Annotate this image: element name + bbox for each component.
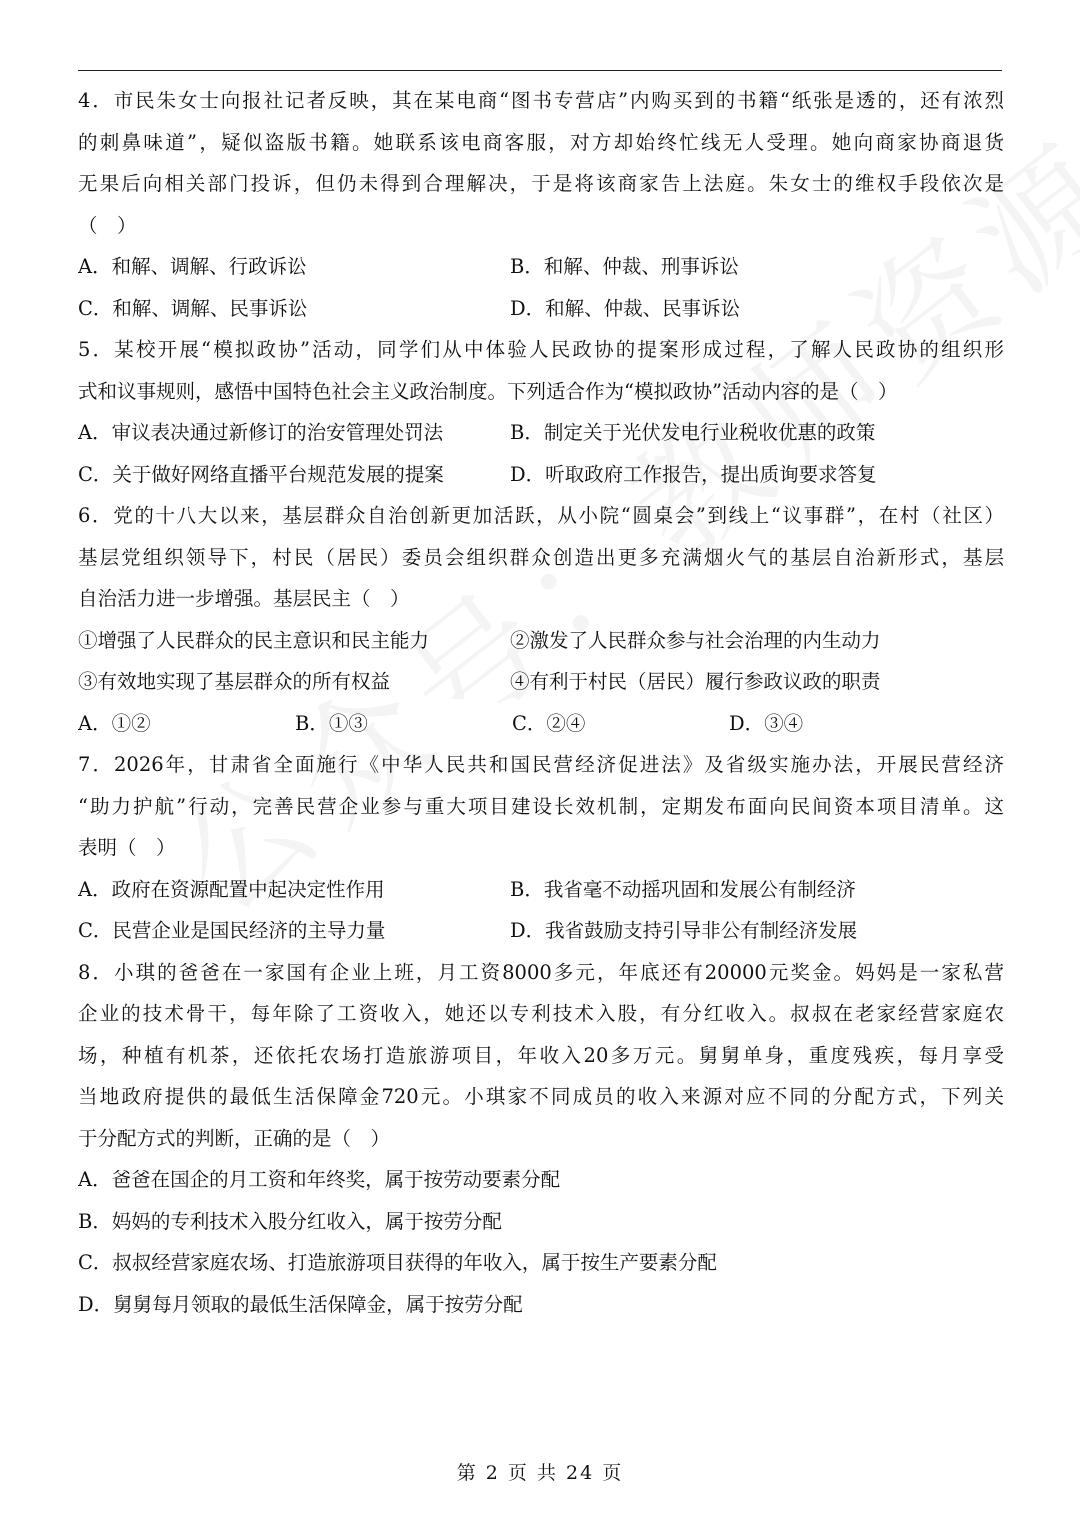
option-b[interactable]: B．妈妈的专利技术入股分红收入，属于按劳分配 xyxy=(78,1209,502,1233)
question-stem-line: 6．党的十八大以来，基层群众自治创新更加活跃，从小院“圆桌会”到线上“议事群”，在村（社区） xyxy=(78,504,1004,527)
option-d[interactable]: D．我省鼓励支持引导非公有制经济发展 xyxy=(510,919,858,942)
option-row xyxy=(78,869,1004,911)
option-row xyxy=(78,910,1004,952)
option-row xyxy=(78,412,1004,454)
option-c[interactable]: C．②④ xyxy=(512,711,586,735)
statement-4: ④有利于村民（居民）履行参政议政的职责 xyxy=(510,670,881,693)
option-c[interactable]: C．关于做好网络直播平台规范发展的提案 xyxy=(78,462,444,486)
question-stem-line: 当地政府提供的最低生活保障金720元。小琪家不同成员的收入来源对应不同的分配方式，下列关 xyxy=(78,1085,1004,1108)
option-row xyxy=(78,454,1004,496)
option-a[interactable]: A．政府在资源配置中起决定性作用 xyxy=(78,877,385,901)
option-b[interactable]: B．和解、仲裁、刑事诉讼 xyxy=(510,255,739,278)
question-stem-line: 于分配方式的判断，正确的是（ ） xyxy=(78,1126,391,1150)
option-b[interactable]: B．制定关于光伏发电行业税收优惠的政策 xyxy=(510,421,876,444)
option-d[interactable]: D．听取政府工作报告，提出质询要求答复 xyxy=(510,462,877,486)
option-d[interactable]: D．和解、仲裁、民事诉讼 xyxy=(510,296,741,320)
statement-3: ③有效地实现了基层群众的所有权益 xyxy=(78,670,391,693)
statement-row xyxy=(78,620,1004,662)
question-stem-line: 7．2026年，甘肃省全面施行《中华人民共和国民营经济促进法》及省级实施办法，开展民营经济 xyxy=(78,753,1004,776)
statement-1: ①增强了人民群众的民主意识和民主能力 xyxy=(78,628,430,652)
question-6 xyxy=(78,495,1004,744)
question-stem-line: 无果后向相关部门投诉，但仍未得到合理解决，于是将该商家告上法庭。朱女士的维权手段依次是 xyxy=(78,172,1004,195)
question-stem-line: 8．小琪的爸爸在一家国有企业上班，月工资8000多元，年底还有20000元奖金。妈妈是一家私营 xyxy=(78,960,1004,984)
option-row xyxy=(78,246,1004,288)
option-a[interactable]: A．审议表决通过新修订的治安管理处罚法 xyxy=(78,421,444,444)
question-stem-line: “助力护航”行动，完善民营企业参与重大项目建设长效机制，定期发布面向民间资本项目清单。这 xyxy=(78,794,1004,818)
page-number: 第 2 页 共 24 页 xyxy=(456,1462,624,1484)
option-a[interactable]: A．和解、调解、行政诉讼 xyxy=(78,255,307,278)
question-5 xyxy=(78,329,1004,495)
question-stem-line: 表明（ ） xyxy=(78,836,176,859)
statement-row xyxy=(78,661,1004,703)
option-b[interactable]: B．我省毫不动摇巩固和发展公有制经济 xyxy=(510,877,856,901)
option-a[interactable]: A．①② xyxy=(78,711,151,735)
question-stem-line: 式和议事规则，感悟中国特色社会主义政治制度。下列适合作为“模拟政协”活动内容的是（ ） xyxy=(78,379,898,403)
option-a[interactable]: A．爸爸在国企的月工资和年终奖，属于按劳动要素分配 xyxy=(78,1168,561,1191)
question-stem-line: 企业的技术骨干，每年除了工资收入，她还以专利技术入股，有分红收入。叔叔在老家经营家庭农 xyxy=(78,1002,1004,1025)
question-stem-line: 自治活力进一步增强。基层民主（ ） xyxy=(78,587,410,610)
question-7 xyxy=(78,744,1004,952)
option-d[interactable]: D．③④ xyxy=(729,711,804,735)
option-c[interactable]: C．和解、调解、民事诉讼 xyxy=(78,296,308,320)
question-8 xyxy=(78,952,1004,1326)
exam-content xyxy=(78,80,1004,1325)
question-stem-line: 场，种植有机茶，还依托农场打造旅游项目，年收入20多万元。舅舅单身，重度残疾，每月享受 xyxy=(78,1043,1004,1067)
question-stem-line: 4．市民朱女士向报社记者反映，其在某电商“图书专营店”内购买到的书籍“纸张是透的，还有浓烈 xyxy=(78,89,1004,112)
question-stem-line: 5．某校开展“模拟政协”活动，同学们从中体验人民政协的提案形成过程，了解人民政协的组织形 xyxy=(78,338,1004,361)
question-4 xyxy=(78,80,1004,329)
question-stem-line: 的刺鼻味道”，疑似盗版书籍。她联系该电商客服，对方却始终忙线无人受理。她向商家协商退货 xyxy=(78,130,1004,154)
option-b[interactable]: B．①③ xyxy=(295,711,368,735)
header-rule xyxy=(78,70,1002,71)
answer-blank: （ ） xyxy=(78,213,137,237)
option-row xyxy=(78,703,1004,745)
question-stem-line: 基层党组织领导下，村民（居民）委员会组织群众创造出更多充满烟火气的基层自治新形式，基层 xyxy=(78,545,1004,569)
option-c[interactable]: C．民营企业是国民经济的主导力量 xyxy=(78,919,386,942)
option-d[interactable]: D．舅舅每月领取的最低生活保障金，属于按劳分配 xyxy=(78,1292,523,1316)
option-row xyxy=(78,288,1004,330)
statement-2: ②激发了人民群众参与社会治理的内生动力 xyxy=(510,628,881,652)
option-c[interactable]: C．叔叔经营家庭农场、打造旅游项目获得的年收入，属于按生产要素分配 xyxy=(78,1251,717,1274)
